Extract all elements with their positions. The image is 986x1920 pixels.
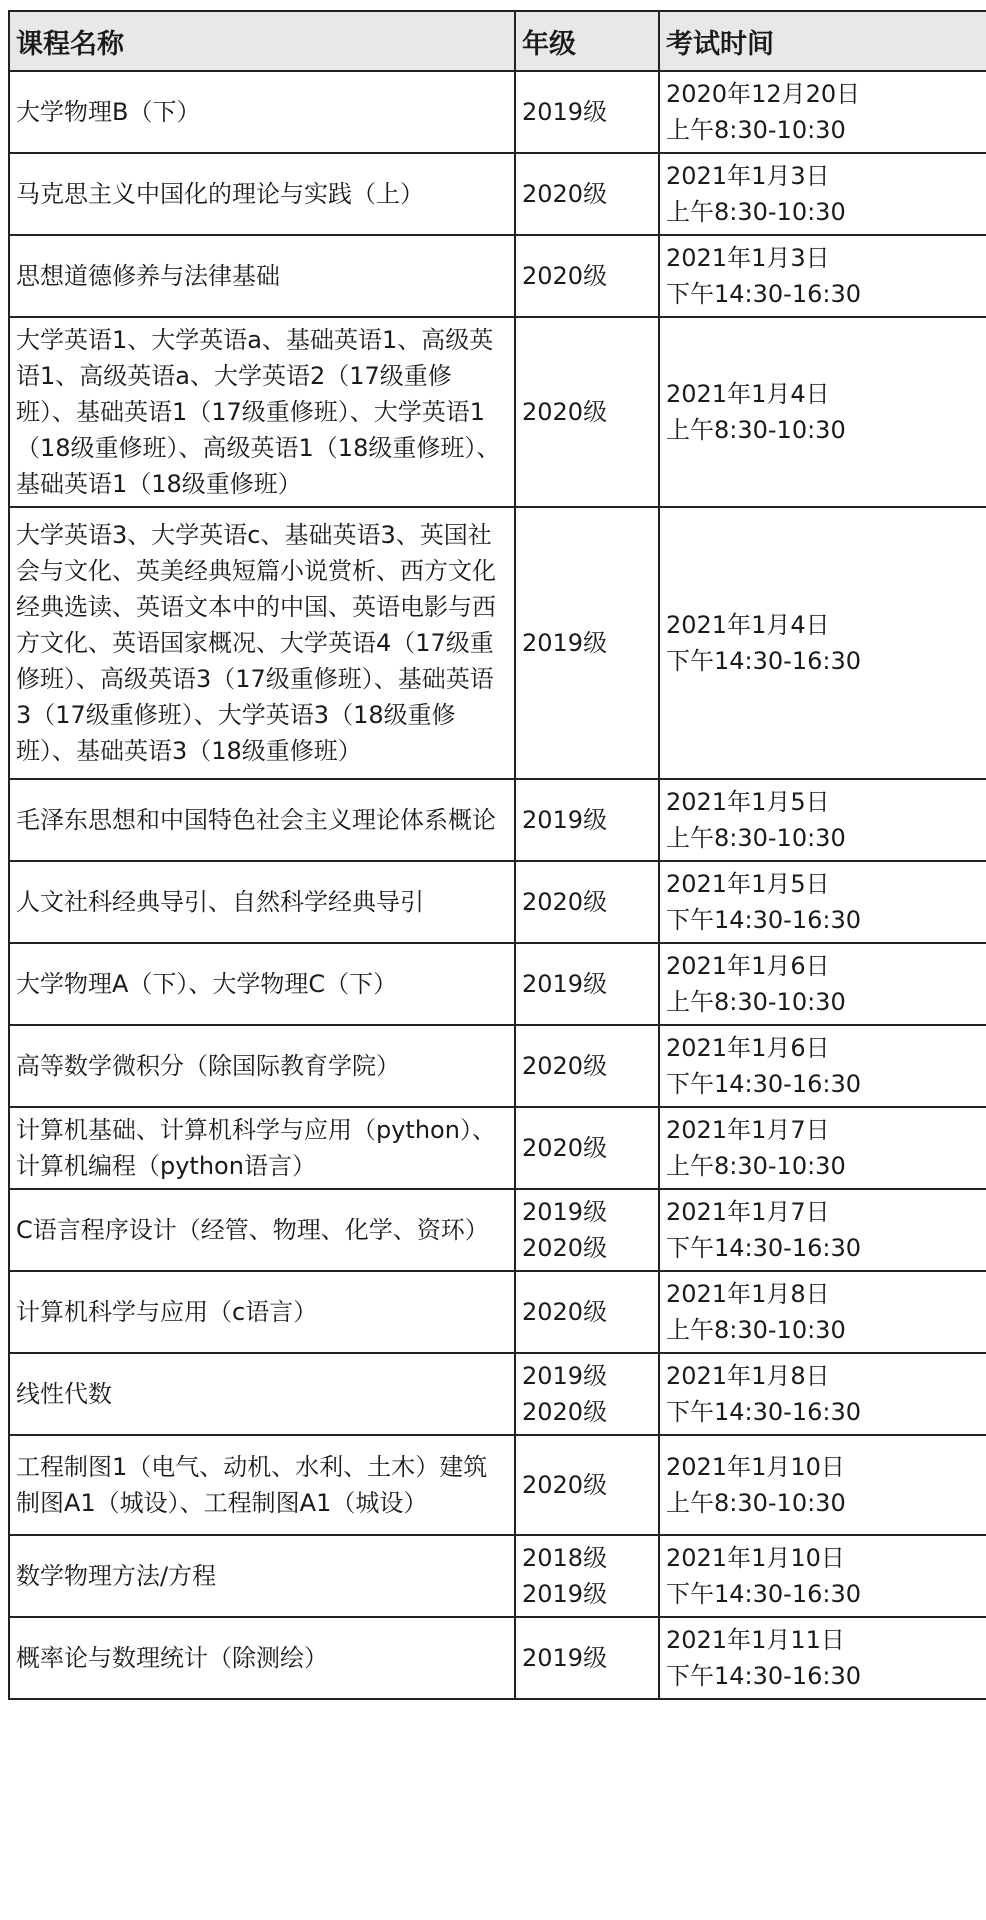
grade-cell: 2018级 2019级 <box>515 1535 659 1617</box>
table-row <box>9 779 986 861</box>
table-row <box>9 861 986 943</box>
table-row <box>9 1435 986 1535</box>
exam-period: 上午8:30-10:30 <box>666 198 846 226</box>
course-cell: 计算机基础、计算机科学与应用（python）、计算机编程（python语言） <box>9 1107 515 1189</box>
table-row <box>9 317 986 507</box>
exam-period: 下午14:30-16:30 <box>666 1070 861 1098</box>
exam-date: 2021年1月3日 <box>666 162 830 190</box>
exam-time-cell <box>659 235 986 317</box>
exam-period: 上午8:30-10:30 <box>666 116 846 144</box>
grade-cell: 2020级 <box>515 1435 659 1535</box>
grade-cell: 2020级 <box>515 1271 659 1353</box>
course-cell: 计算机科学与应用（c语言） <box>9 1271 515 1353</box>
exam-period: 下午14:30-16:30 <box>666 1580 861 1608</box>
course-cell: 大学物理A（下）、大学物理C（下） <box>9 943 515 1025</box>
exam-time-cell <box>659 1617 986 1699</box>
grade-cell: 2020级 <box>515 861 659 943</box>
table-row <box>9 1617 986 1699</box>
grade-cell: 2019级 2020级 <box>515 1353 659 1435</box>
exam-date: 2021年1月4日 <box>666 611 830 639</box>
exam-period: 下午14:30-16:30 <box>666 1398 861 1426</box>
exam-date: 2021年1月3日 <box>666 244 830 272</box>
course-cell: 线性代数 <box>9 1353 515 1435</box>
table-body <box>9 71 986 1699</box>
exam-period: 上午8:30-10:30 <box>666 824 846 852</box>
exam-date: 2021年1月5日 <box>666 788 830 816</box>
exam-time-cell <box>659 153 986 235</box>
exam-period: 下午14:30-16:30 <box>666 1662 861 1690</box>
header-grade: 年级 <box>515 11 659 71</box>
exam-period: 下午14:30-16:30 <box>666 1234 861 1262</box>
exam-period: 下午14:30-16:30 <box>666 280 861 308</box>
table-row <box>9 1271 986 1353</box>
exam-date: 2021年1月8日 <box>666 1362 830 1390</box>
table-row <box>9 235 986 317</box>
table-row <box>9 1107 986 1189</box>
grade-cell: 2019级 <box>515 779 659 861</box>
exam-time-cell <box>659 71 986 153</box>
grade-cell: 2019级 <box>515 1617 659 1699</box>
course-cell: 人文社科经典导引、自然科学经典导引 <box>9 861 515 943</box>
exam-date: 2021年1月6日 <box>666 1034 830 1062</box>
course-cell: 概率论与数理统计（除测绘） <box>9 1617 515 1699</box>
exam-time-cell <box>659 1271 986 1353</box>
exam-date: 2021年1月7日 <box>666 1198 830 1226</box>
grade-cell: 2019级 <box>515 943 659 1025</box>
exam-date: 2021年1月11日 <box>666 1626 845 1654</box>
exam-date: 2021年1月4日 <box>666 380 830 408</box>
exam-date: 2021年1月10日 <box>666 1453 845 1481</box>
exam-date: 2021年1月5日 <box>666 870 830 898</box>
exam-time-cell <box>659 779 986 861</box>
exam-period: 下午14:30-16:30 <box>666 647 861 675</box>
table-row <box>9 507 986 779</box>
exam-period: 上午8:30-10:30 <box>666 1316 846 1344</box>
exam-period: 上午8:30-10:30 <box>666 1152 846 1180</box>
exam-time-cell <box>659 861 986 943</box>
course-cell: 思想道德修养与法律基础 <box>9 235 515 317</box>
grade-cell: 2020级 <box>515 1107 659 1189</box>
exam-period: 上午8:30-10:30 <box>666 988 846 1016</box>
header-course: 课程名称 <box>9 11 515 71</box>
exam-date: 2021年1月8日 <box>666 1280 830 1308</box>
table-row <box>9 71 986 153</box>
course-cell: 大学英语3、大学英语c、基础英语3、英国社会与文化、英美经典短篇小说赏析、西方文化经典选读、英语文本中的中国、英语电影与西方文化、英语国家概况、大学英语4（17级重修班）、高级英语3（17级重修班）、基础英语3（17级重修班）、大学英语3（18级重修班）、基础英语3（18级重修班） <box>9 507 515 779</box>
table-row <box>9 1535 986 1617</box>
exam-date: 2021年1月10日 <box>666 1544 845 1572</box>
exam-time-cell <box>659 317 986 507</box>
course-cell: 工程制图1（电气、动机、水利、土木）建筑制图A1（城设）、工程制图A1（城设） <box>9 1435 515 1535</box>
exam-time-cell <box>659 1107 986 1189</box>
course-cell: 毛泽东思想和中国特色社会主义理论体系概论 <box>9 779 515 861</box>
grade-cell: 2019级 2020级 <box>515 1189 659 1271</box>
course-cell: 马克思主义中国化的理论与实践（上） <box>9 153 515 235</box>
exam-time-cell <box>659 943 986 1025</box>
grade-cell: 2019级 <box>515 71 659 153</box>
exam-period: 下午14:30-16:30 <box>666 906 861 934</box>
grade-cell: 2020级 <box>515 153 659 235</box>
grade-cell: 2019级 <box>515 507 659 779</box>
exam-date: 2021年1月6日 <box>666 952 830 980</box>
grade-cell: 2020级 <box>515 317 659 507</box>
table-row <box>9 1025 986 1107</box>
grade-cell: 2020级 <box>515 235 659 317</box>
table-row <box>9 1353 986 1435</box>
course-cell: C语言程序设计（经管、物理、化学、资环） <box>9 1189 515 1271</box>
course-cell: 大学英语1、大学英语a、基础英语1、高级英语1、高级英语a、大学英语2（17级重修班）、基础英语1（17级重修班）、大学英语1（18级重修班）、高级英语1（18级重修班）、基础英语1（18级重修班） <box>9 317 515 507</box>
header-time: 考试时间 <box>659 11 986 71</box>
table-row <box>9 943 986 1025</box>
exam-time-cell <box>659 1435 986 1535</box>
course-cell: 高等数学微积分（除国际教育学院） <box>9 1025 515 1107</box>
exam-date: 2021年1月7日 <box>666 1116 830 1144</box>
exam-period: 上午8:30-10:30 <box>666 416 846 444</box>
exam-date: 2020年12月20日 <box>666 80 861 108</box>
table-row <box>9 1189 986 1271</box>
exam-time-cell <box>659 1189 986 1271</box>
course-cell: 数学物理方法/方程 <box>9 1535 515 1617</box>
exam-period: 上午8:30-10:30 <box>666 1489 846 1517</box>
table-row <box>9 153 986 235</box>
grade-cell: 2020级 <box>515 1025 659 1107</box>
exam-time-cell <box>659 1353 986 1435</box>
course-cell: 大学物理B（下） <box>9 71 515 153</box>
exam-time-cell <box>659 507 986 779</box>
exam-schedule-table <box>8 10 986 1700</box>
table-header-row <box>9 11 986 71</box>
exam-time-cell <box>659 1025 986 1107</box>
exam-time-cell <box>659 1535 986 1617</box>
